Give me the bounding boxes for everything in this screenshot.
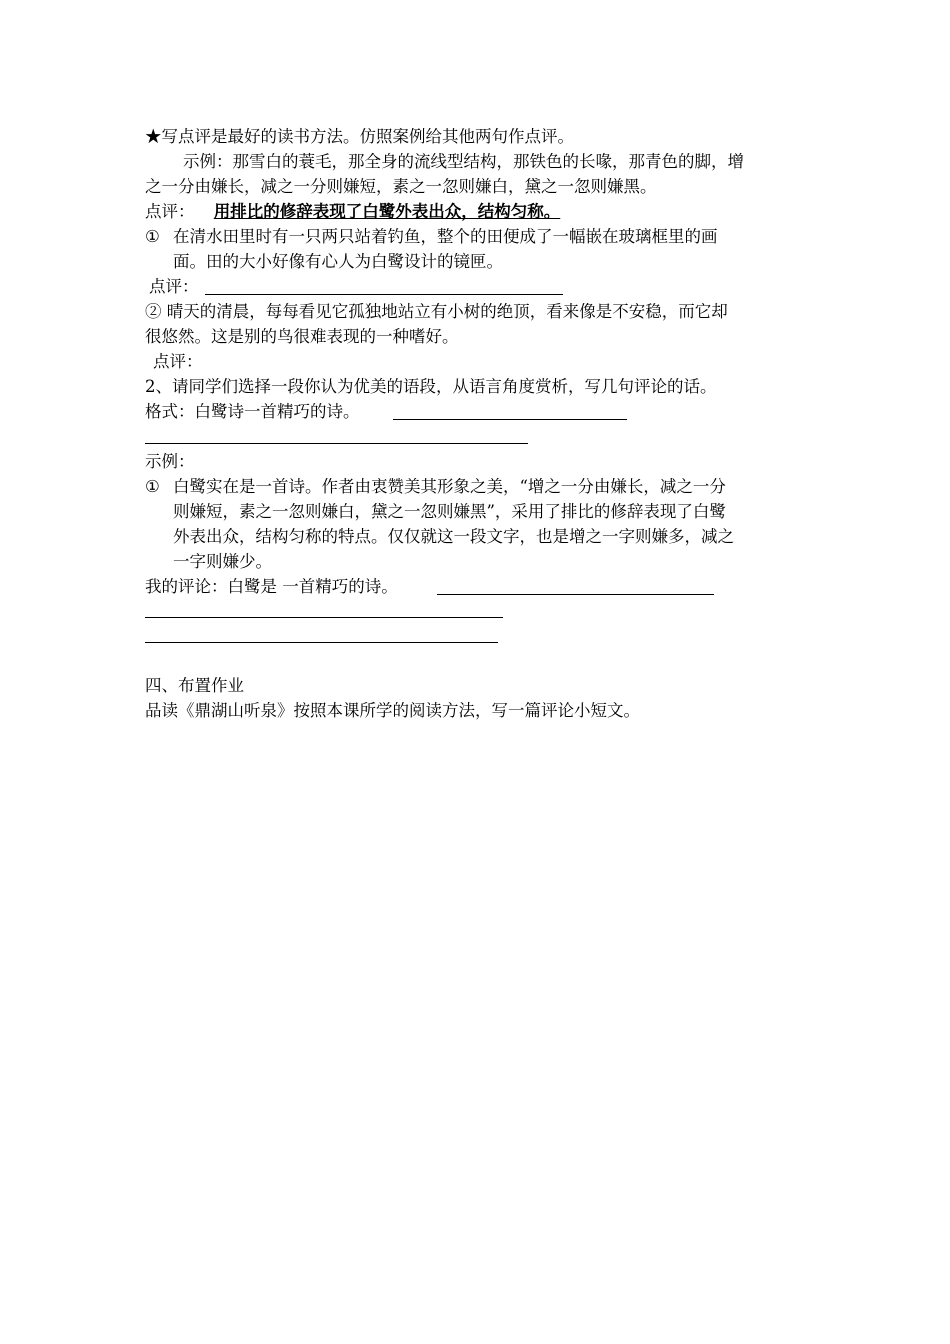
task2-example-line-2: 则嫌短，素之一忽则嫌白，黛之一忽则嫌黑”，采用了排比的修辞表现了白鹭 <box>173 502 726 521</box>
comment-row <box>145 200 560 224</box>
item1-comment-label: 点评： <box>149 277 199 296</box>
item2-comment-label: 点评： <box>153 352 203 371</box>
format-blank-2[interactable] <box>145 443 528 444</box>
homework-text: 品读《鼎湖山听泉》按照本课所学的阅读方法，写一篇评论小短文。 <box>145 701 640 720</box>
example-label: 示例： <box>145 452 195 471</box>
my-comment-blank-1[interactable] <box>437 594 714 595</box>
item1-line-2: 面。田的大小好像有心人为白鹭设计的镜匣。 <box>173 252 503 271</box>
format-label: 格式：白鹭诗一首精巧的诗。 <box>145 402 360 421</box>
item1-line-1: 在清水田里时有一只两只站着钓鱼，整个的田便成了一幅嵌在玻璃框里的画 <box>173 227 718 246</box>
task1-intro: ★写点评是最好的读书方法。仿照案例给其他两句作点评。 <box>145 127 574 146</box>
example-line-2: 之一分由嫌长，减之一分则嫌短，素之一忽则嫌白，黛之一忽则嫌黑。 <box>145 177 657 196</box>
task2-example-line-1: 白鹭实在是一首诗。作者由衷赞美其形象之美，“增之一分由嫌长，减之一分 <box>173 477 726 496</box>
item1-number: ① <box>145 227 160 246</box>
item1-comment-blank[interactable] <box>205 294 563 295</box>
task2-example-line-4: 一字则嫌少。 <box>173 552 272 571</box>
comment-label: 点评： <box>145 202 195 221</box>
item2-line-2: 很悠然。这是别的鸟很难表现的一种嗜好。 <box>145 327 459 346</box>
example-line-1: 示例：那雪白的蓑毛，那全身的流线型结构，那铁色的长喙，那青色的脚，增 <box>183 152 744 171</box>
format-blank-1[interactable] <box>393 419 627 420</box>
item2-line-1: ② 晴天的清晨，每每看见它孤独地站立有小树的绝顶，看来像是不安稳，而它却 <box>145 302 728 321</box>
comment-answer: 用排比的修辞表现了白鹭外表出众，结构匀称。 <box>213 202 561 221</box>
my-comment-blank-3[interactable] <box>145 642 498 643</box>
my-comment-blank-2[interactable] <box>145 617 503 618</box>
my-comment-label: 我的评论：白鹭是 一首精巧的诗。 <box>145 577 398 596</box>
task2-example-line-3: 外表出众，结构匀称的特点。仅仅就这一段文字，也是增之一字则嫌多，减之 <box>173 527 734 546</box>
example-number: ① <box>145 477 160 496</box>
homework-heading: 四、布置作业 <box>145 676 244 695</box>
task2-prompt: 2、请同学们选择一段你认为优美的语段，从语言角度赏析，写几句评论的话。 <box>145 377 717 396</box>
